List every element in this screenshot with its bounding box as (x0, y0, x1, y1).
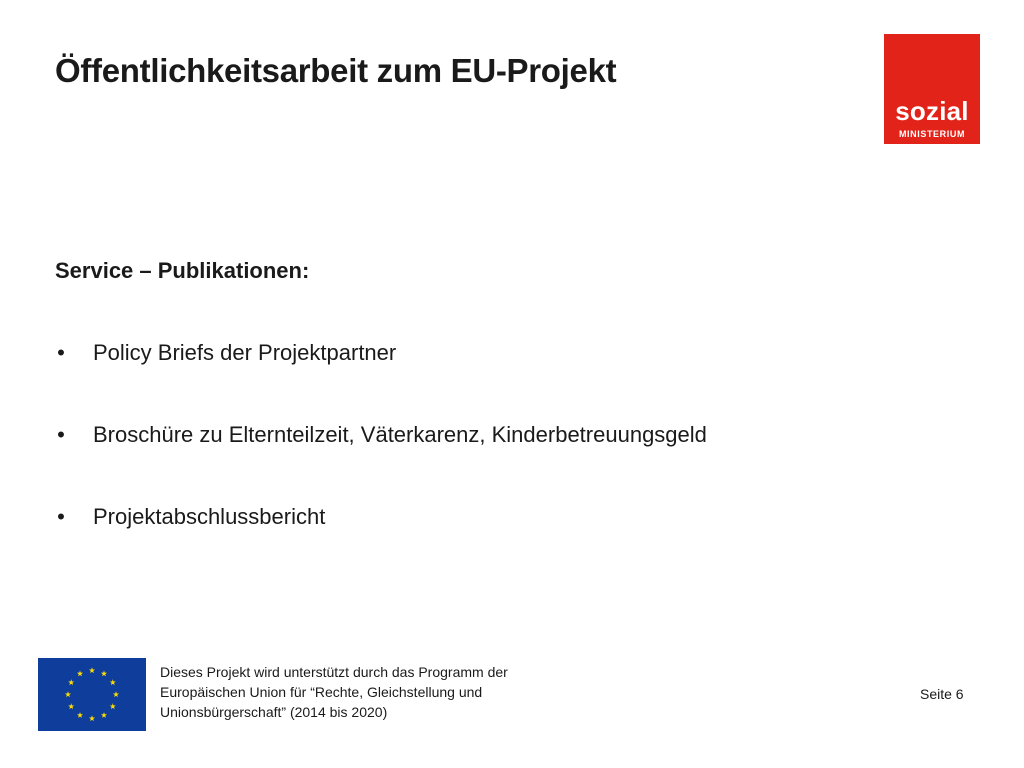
footer-line: Europäischen Union für “Rechte, Gleichstellung und (160, 684, 483, 700)
logo-subtitle: MINISTERIUM (898, 129, 966, 139)
bullet-text: Projektabschlussbericht (93, 504, 326, 529)
bullet-text: Policy Briefs der Projektpartner (93, 340, 397, 365)
section-heading: Service – Publikationen: (55, 258, 310, 283)
bullet-text: Broschüre zu Elternteilzeit, Väterkarenz, Kinderbetreuungsgeld (93, 422, 707, 447)
footer-line: Dieses Projekt wird unterstützt durch das Programm der (160, 664, 508, 680)
sozialministerium-logo (884, 34, 980, 144)
eu-flag-icon (38, 658, 146, 731)
footer-line: Unionsbürgerschaft” (2014 bis 2020) (160, 704, 388, 720)
bullet-icon: • (57, 422, 65, 447)
bullet-icon: • (57, 504, 65, 529)
footer-funding-note (160, 662, 508, 722)
bullet-icon: • (57, 340, 65, 365)
slide-title: Öffentlichkeitsarbeit zum EU-Projekt (55, 52, 617, 89)
logo-word: sozial (895, 96, 969, 126)
page-number: Seite 6 (920, 686, 964, 702)
